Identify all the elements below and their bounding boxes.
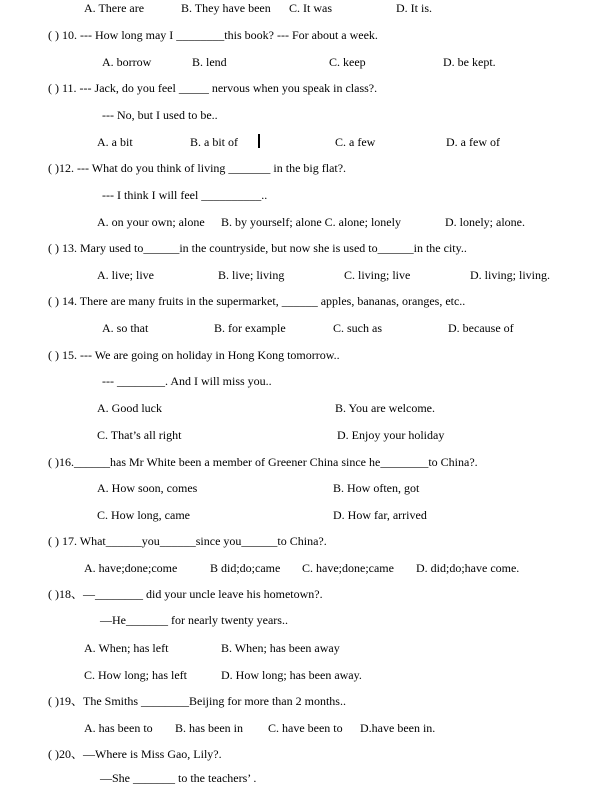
- q10-option-b: B. lend: [192, 55, 227, 69]
- q14-option-a: A. so that: [102, 321, 149, 335]
- q10-option-c: C. keep: [329, 55, 366, 69]
- q12-option-a: A. on your own; alone: [97, 215, 205, 229]
- q11-option-a: A. a bit: [97, 135, 133, 149]
- q12-option-d: D. lonely; alone.: [445, 215, 525, 229]
- q19-option-b: B. has been in: [175, 721, 243, 735]
- q17-option-b: B did;do;came: [210, 561, 281, 575]
- q13-option-d: D. living; living.: [470, 268, 551, 282]
- q11-option-b: B. a bit of: [190, 135, 238, 149]
- q10-option-d: D. be kept.: [443, 55, 496, 69]
- q19-option-c: C. have been to: [268, 721, 343, 735]
- q18-option-c: C. How long; has left: [84, 668, 187, 682]
- q13-option-c: C. living; live: [344, 268, 411, 282]
- q10-option-a: A. borrow: [102, 55, 152, 69]
- q13-option-a: A. live; live: [97, 268, 154, 282]
- q19-option-a: A. has been to: [84, 721, 153, 735]
- q11-option-c: C. a few: [335, 135, 376, 149]
- q9-option-b: B. They have been: [181, 1, 271, 15]
- q11-response: --- No, but I used to be..: [102, 108, 218, 122]
- q9-option-a: A. There are: [84, 1, 145, 15]
- q13-option-b: B. live; living: [218, 268, 285, 282]
- q15-option-a: A. Good luck: [97, 401, 162, 415]
- q9-option-c: C. It was: [289, 1, 332, 15]
- question-13: ( ) 13. Mary used to______in the countryside, but now she is used to______in the city..: [48, 241, 467, 255]
- q15-option-d: D. Enjoy your holiday: [337, 428, 445, 442]
- q18-option-b: B. When; has been away: [221, 641, 340, 655]
- question-19: ( )19、The Smiths ________Beijing for more than 2 months..: [48, 694, 346, 708]
- q18-response: —He_______ for nearly twenty years..: [100, 613, 288, 627]
- q19-option-d: D.have been in.: [360, 721, 436, 735]
- q16-option-c: C. How long, came: [97, 508, 190, 522]
- q16-option-b: B. How often, got: [333, 481, 420, 495]
- q14-option-b: B. for example: [214, 321, 286, 335]
- question-10: ( ) 10. --- How long may I ________this book? --- For about a week.: [48, 28, 378, 42]
- q14-option-c: C. such as: [333, 321, 382, 335]
- q16-option-a: A. How soon, comes: [97, 481, 198, 495]
- question-20: ( )20、—Where is Miss Gao, Lily?.: [48, 747, 222, 761]
- question-11: ( ) 11. --- Jack, do you feel _____ nervous when you speak in class?.: [48, 81, 378, 95]
- q12-response: --- I think I will feel __________..: [102, 188, 268, 202]
- question-17: ( ) 17. What______you______since you______to China?.: [48, 534, 327, 548]
- q15-response: --- ________. And I will miss you..: [102, 374, 272, 388]
- q9-option-d: D. It is.: [396, 1, 432, 15]
- question-16: ( )16.______has Mr White been a member of Greener China since he________to China?.: [48, 455, 478, 469]
- question-15: ( ) 15. --- We are going on holiday in Hong Kong tomorrow..: [48, 348, 340, 362]
- q11-option-d: D. a few of: [446, 135, 500, 149]
- q12-option-b: B. by yourself; alone C. alone; lonely: [221, 215, 401, 229]
- q17-option-a: A. have;done;come: [84, 561, 178, 575]
- q16-option-d: D. How far, arrived: [333, 508, 427, 522]
- q14-option-d: D. because of: [448, 321, 514, 335]
- q18-option-a: A. When; has left: [84, 641, 169, 655]
- q18-option-d: D. How long; has been away.: [221, 668, 362, 682]
- q17-option-d: D. did;do;have come.: [416, 561, 520, 575]
- question-18: ( )18、—________ did your uncle leave his hometown?.: [48, 587, 323, 601]
- q15-option-b: B. You are welcome.: [335, 401, 435, 415]
- q20-response: —She _______ to the teachers’ .: [100, 771, 257, 785]
- q15-option-c: C. That’s all right: [97, 428, 182, 442]
- question-12: ( )12. --- What do you think of living _______ in the big flat?.: [48, 161, 347, 175]
- question-14: ( ) 14. There are many fruits in the supermarket, ______ apples, bananas, oranges, etc..: [48, 294, 466, 308]
- text-cursor: [258, 134, 260, 148]
- q17-option-c: C. have;done;came: [302, 561, 394, 575]
